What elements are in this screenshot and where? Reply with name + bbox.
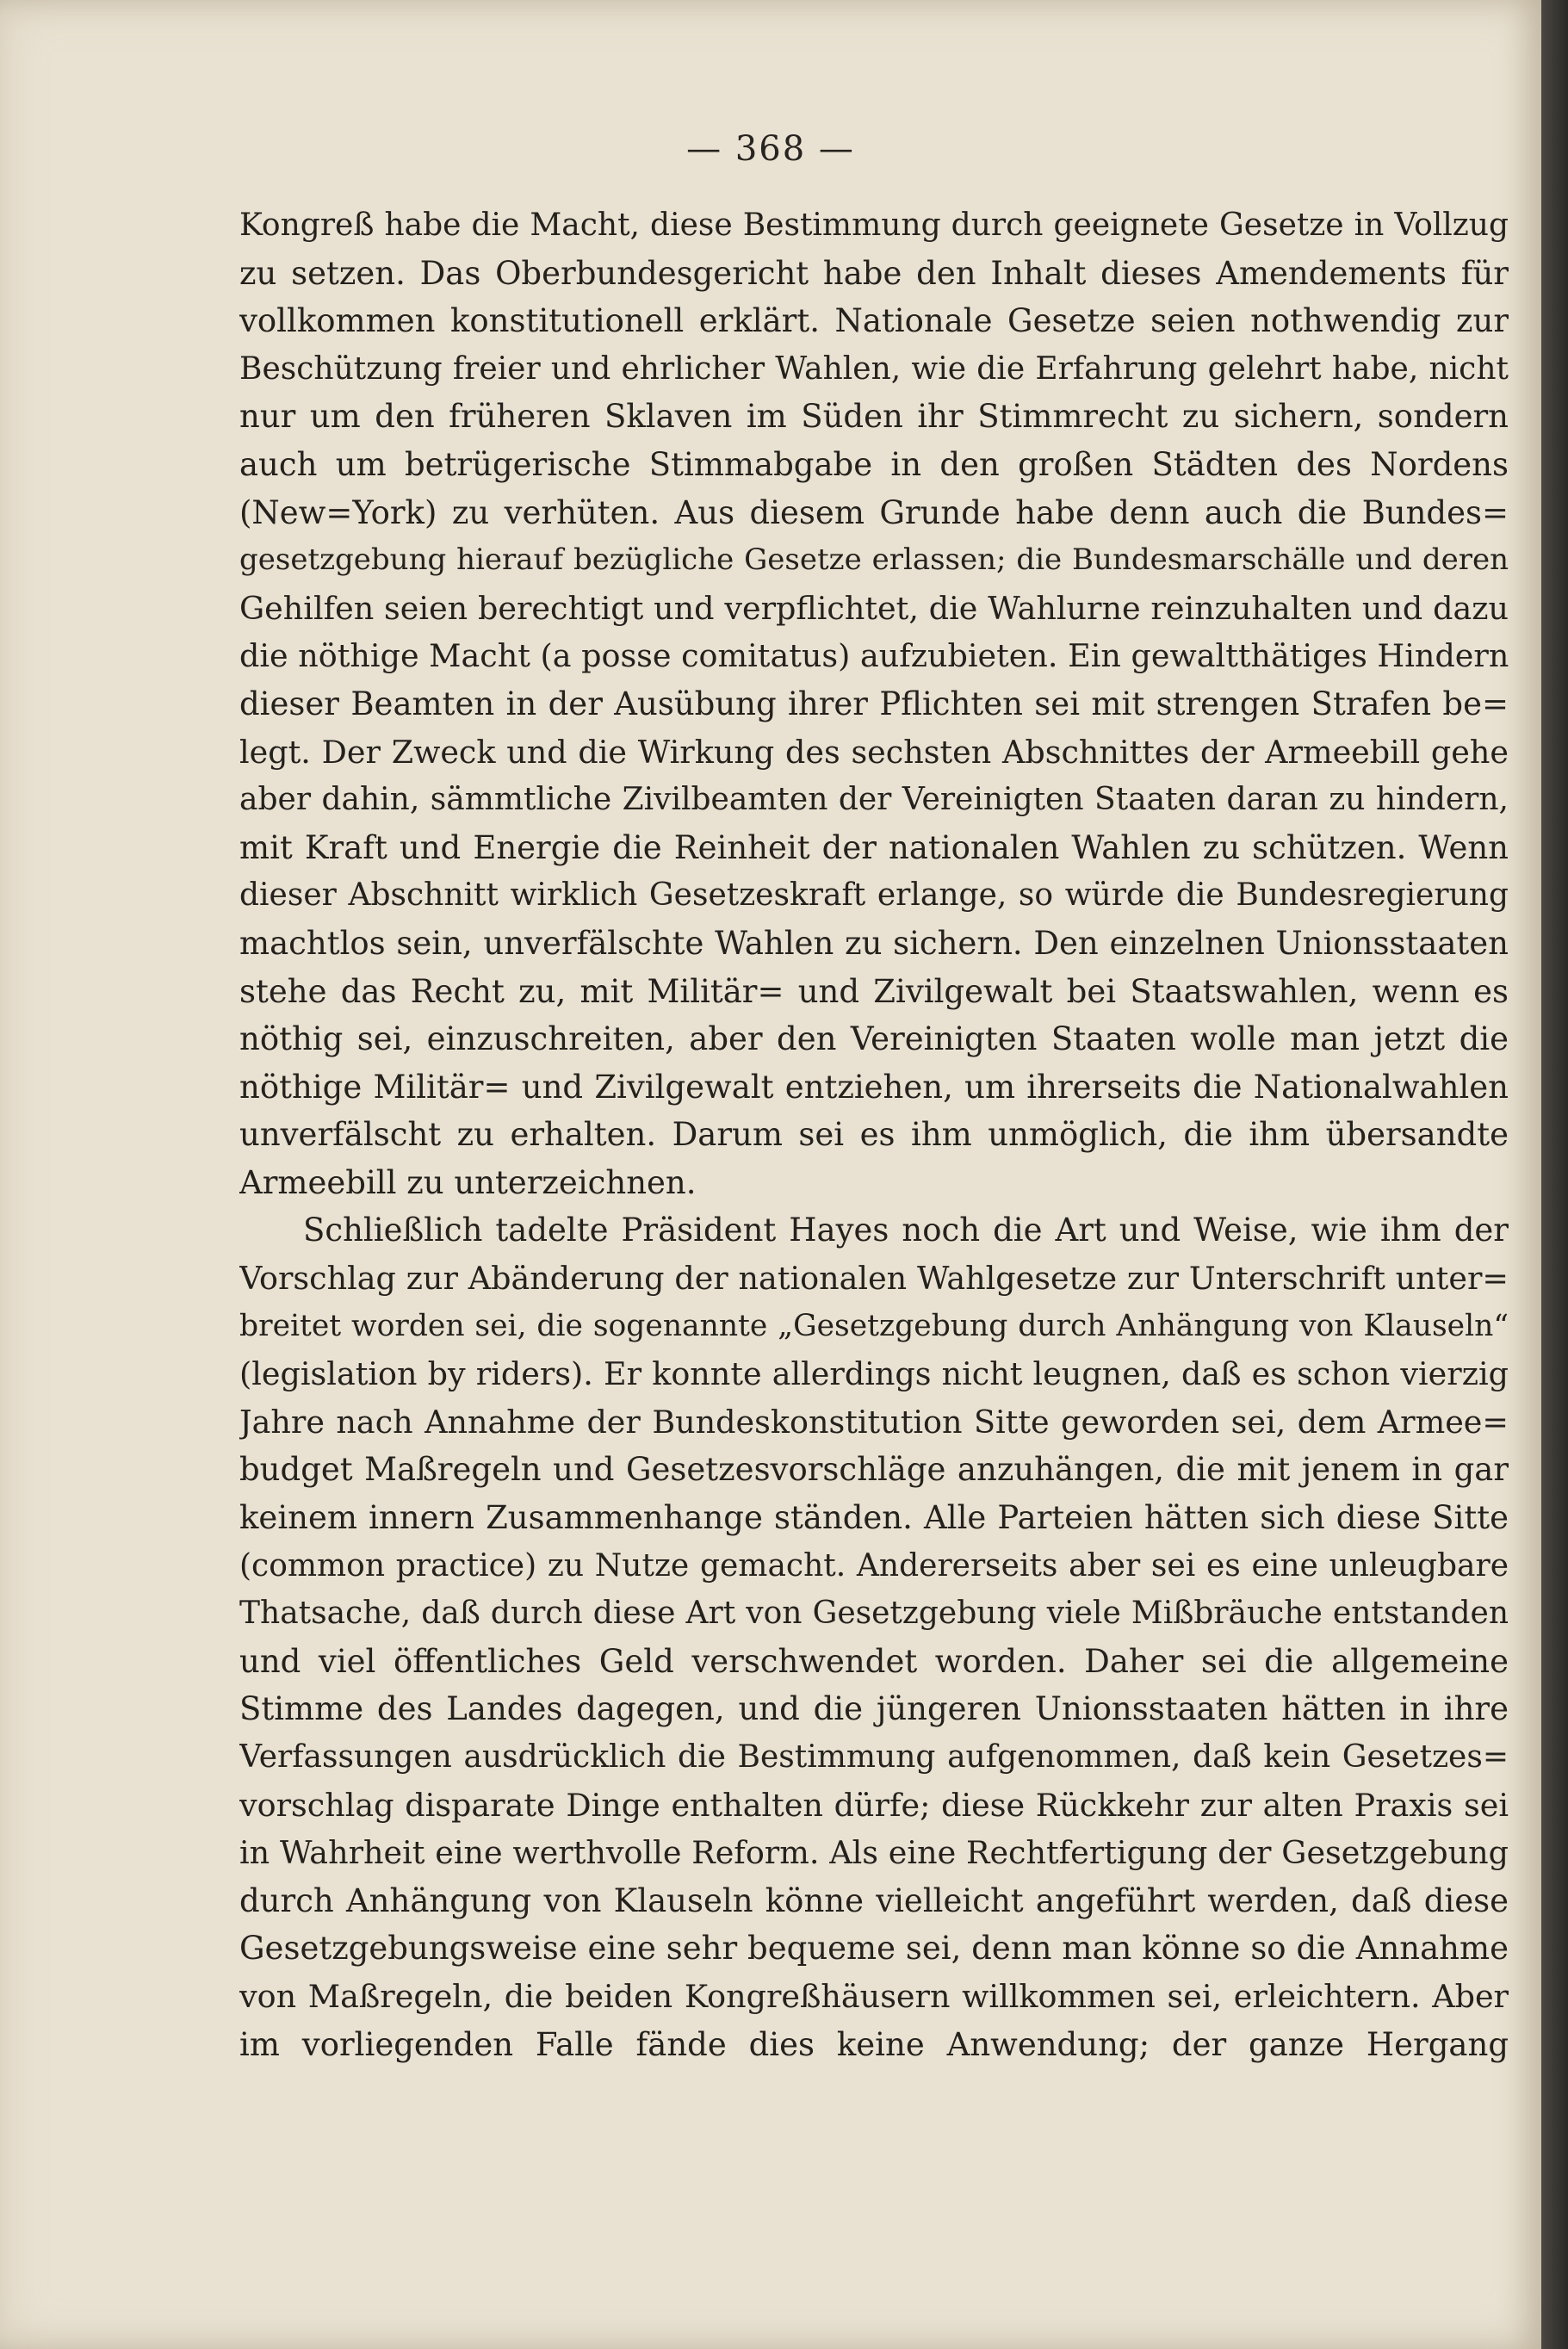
text-line: (legislation by riders). Er konnte allerdings nicht leugnen, daß es schon vierzig (239, 1355, 1509, 1393)
text-line: Schließlich tadelte Präsident Hayes noch die Art und Weise, wie ihm der (303, 1212, 1509, 1249)
text-line: dieser Abschnitt wirklich Gesetzeskraft erlange, so würde die Bundesregierung (239, 877, 1509, 914)
text-line: breitet worden sei, die sogenannte „Gesetzgebung durch Anhängung von Klauseln“ (239, 1308, 1509, 1343)
text-line: Stimme des Landes dagegen, und die jüngeren Unionsstaaten hätten in ihre (239, 1690, 1509, 1728)
text-line: vorschlag disparate Dinge enthalten dürfe; diese Rückkehr zur alten Praxis sei (239, 1786, 1509, 1824)
text-line: Gehilfen seien berechtigt und verpflichtet, die Wahlurne reinzuhalten und dazu (239, 589, 1509, 627)
text-line: zu setzen. Das Oberbundesgericht habe den Inhalt dieses Amendements für (239, 254, 1509, 292)
text-line: von Maßregeln, die beiden Kongreßhäusern willkommen sei, erleichtern. Aber (239, 1977, 1509, 2015)
text-line: Beschützung freier und ehrlicher Wahlen, wie die Erfahrung gelehrt habe, nicht (239, 350, 1509, 387)
text-line: vollkommen konstitutionell erklärt. Nationale Gesetze seien nothwendig zur (239, 302, 1509, 340)
text-line: stehe das Recht zu, mit Militär= und Zivilgewalt bei Staatswahlen, wenn es (239, 972, 1509, 1010)
page-edge (1541, 0, 1568, 2349)
text-line: nöthige Militär= und Zivilgewalt entziehen, um ihrerseits die Nationalwahlen (239, 1068, 1509, 1106)
text-line: Gesetzgebungsweise eine sehr bequeme sei, denn man könne so die Annahme (239, 1930, 1509, 1968)
page-number: — 368 — (686, 129, 855, 169)
text-line: legt. Der Zweck und die Wirkung des sechsten Abschnittes der Armeebill gehe (239, 733, 1509, 771)
text-line: mit Kraft und Energie die Reinheit der nationalen Wahlen zu schützen. Wenn (239, 828, 1509, 866)
text-line: machtlos sein, unverfälschte Wahlen zu sichern. Den einzelnen Unionsstaaten (239, 924, 1509, 962)
text-line: durch Anhängung von Klauseln könne vielleicht angeführt werden, daß diese (239, 1881, 1509, 1919)
text-line: aber dahin, sämmtliche Zivilbeamten der Vereinigten Staaten daran zu hindern, (239, 782, 1509, 818)
text-line: Thatsache, daß durch diese Art von Gesetzgebung viele Mißbräuche entstanden (239, 1596, 1509, 1632)
text-line: budget Maßregeln und Gesetzesvorschläge anzuhängen, die mit jenem in gar (239, 1451, 1509, 1489)
text-line: Verfassungen ausdrücklich die Bestimmung aufgenommen, daß kein Gesetzes= (239, 1739, 1509, 1775)
text-line: nur um den früheren Sklaven im Süden ihr Stimmrecht zu sichern, sondern (239, 398, 1509, 436)
text-line: auch um betrügerische Stimmabgabe in den großen Städten des Nordens (239, 445, 1509, 483)
body-text (239, 201, 1509, 2068)
text-line: die nöthige Macht (a posse comitatus) aufzubieten. Ein gewaltthätiges Hindern (239, 637, 1509, 675)
text-line: Vorschlag zur Abänderung der nationalen Wahlgesetze zur Unterschrift unter= (239, 1260, 1509, 1298)
text-line: unverfälscht zu erhalten. Darum sei es ihm unmöglich, die ihm übersandte (239, 1116, 1509, 1154)
text-line: Jahre nach Annahme der Bundeskonstitution Sitte geworden sei, dem Armee= (239, 1403, 1509, 1441)
text-line: nöthig sei, einzuschreiten, aber den Vereinigten Staaten wolle man jetzt die (239, 1020, 1509, 1058)
text-line: keinem innern Zusammenhange ständen. Alle Parteien hätten sich diese Sitte (239, 1499, 1509, 1537)
text-line: im vorliegenden Falle fände dies keine Anwendung; der ganze Hergang (239, 2025, 1509, 2063)
text-line: Kongreß habe die Macht, diese Bestimmung durch geeignete Gesetze in Vollzug (239, 208, 1509, 243)
text-line: in Wahrheit eine werthvolle Reform. Als eine Rechtfertigung der Gesetzgebung (239, 1834, 1509, 1872)
text-line: (common practice) zu Nutze gemacht. Andererseits aber sei es eine unleugbare (239, 1547, 1509, 1584)
text-line: dieser Beamten in der Ausübung ihrer Pflichten sei mit strengen Strafen be= (239, 685, 1509, 722)
text-line: Armeebill zu unterzeichnen. (239, 1163, 697, 1201)
text-line: (New=York) zu verhüten. Aus diesem Grunde habe denn auch die Bundes= (239, 493, 1509, 531)
text-line: gesetzgebung hierauf bezügliche Gesetze erlassen; die Bundesmarschälle und deren (239, 542, 1509, 578)
text-line: und viel öffentliches Geld verschwendet worden. Daher sei die allgemeine (239, 1642, 1509, 1680)
